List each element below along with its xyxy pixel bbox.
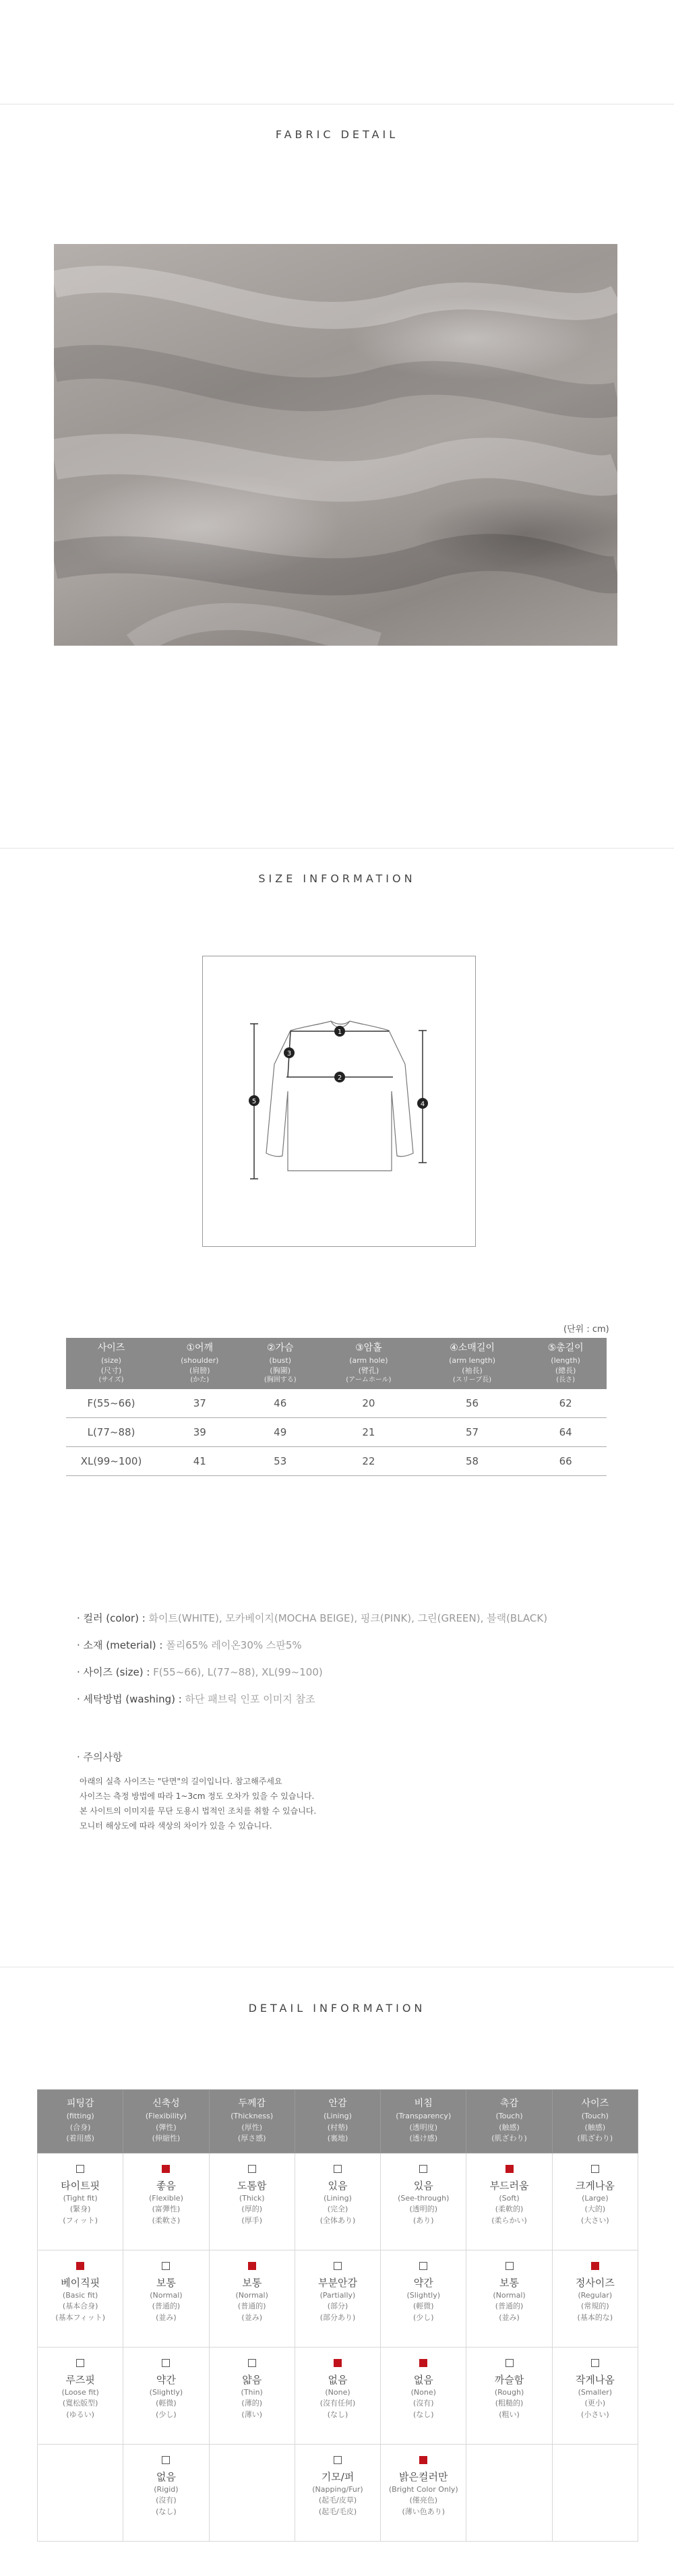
- armhole-header: [317, 1338, 420, 1389]
- detail-option-jp: (更小): [584, 2398, 606, 2408]
- size-table: [66, 1338, 607, 1476]
- detail-option-jp: (基本合身): [62, 2301, 98, 2310]
- detail-option-ko: 없음: [156, 2470, 176, 2483]
- unchecked-box-icon: [162, 2456, 170, 2464]
- detail-option-jp: (沒有): [156, 2495, 177, 2505]
- detail-option-en: (Flexible): [148, 2193, 183, 2203]
- size-header-en: (size): [101, 1355, 121, 1365]
- checked-box-icon: [248, 2262, 256, 2270]
- detail-header-transparency: [381, 2090, 466, 2153]
- detail-option-ko: 부드러움: [489, 2179, 529, 2192]
- detail-option-en: (Rigid): [154, 2484, 179, 2494]
- unchecked-box-icon: [419, 2165, 427, 2173]
- detail-header-flexibility-en: (Flexibility): [145, 2112, 187, 2120]
- detail-option-jp2: (粗い): [499, 2410, 520, 2419]
- detail-option-ko: 좋음: [156, 2179, 176, 2192]
- unchecked-box-icon: [334, 2262, 342, 2270]
- detail-header-touch-ko: 촉감: [500, 2098, 519, 2109]
- detail-option-en: (Normal): [235, 2290, 268, 2300]
- unchecked-box-icon: [419, 2262, 427, 2270]
- detail-header-fitting: [38, 2090, 123, 2153]
- unchecked-box-icon: [334, 2456, 342, 2464]
- checked-box-icon: [591, 2262, 599, 2270]
- detail-option-cell: [38, 2250, 123, 2347]
- bust-header: [243, 1338, 317, 1389]
- size-diagram: [202, 956, 476, 1247]
- checked-box-icon: [334, 2359, 342, 2367]
- length-header-jp: (長さ): [556, 1376, 576, 1384]
- detail-option-jp2: (少し): [156, 2410, 177, 2419]
- detail-option-cell: [466, 2153, 552, 2250]
- detail-option-jp: (常規的): [581, 2301, 609, 2310]
- detail-option-en: (Thick): [239, 2193, 265, 2203]
- detail-option-cell: [295, 2347, 380, 2444]
- shoulder-cell: 37: [156, 1389, 243, 1418]
- checked-box-icon: [419, 2456, 427, 2464]
- detail-option-jp: (厚的): [241, 2204, 262, 2213]
- detail-option-ko: 약간: [156, 2373, 176, 2386]
- detail-option-cell: [381, 2444, 466, 2541]
- detail-header-flexibility-ko: 신축성: [152, 2098, 180, 2109]
- detail-header-lining-en: (Lining): [324, 2112, 352, 2120]
- detail-option-cell: [295, 2444, 380, 2541]
- detail-option-jp2: (小さい): [581, 2410, 609, 2419]
- sleeve-header-jp: (スリーブ長): [452, 1376, 492, 1384]
- length-cell: 64: [524, 1418, 607, 1447]
- detail-option-en: (None): [325, 2387, 350, 2397]
- detail-header-thickness-jp2: (厚さ感): [237, 2134, 266, 2143]
- detail-option-jp2: (少し): [412, 2312, 434, 2322]
- detail-option-jp2: (フィット): [63, 2215, 98, 2225]
- fabric-drape-illustration: [54, 244, 617, 646]
- detail-header-thickness: [209, 2090, 295, 2153]
- detail-option-ko: 보통: [242, 2276, 262, 2289]
- detail-header-touch-jp2: (肌ざわり): [491, 2134, 527, 2143]
- size-header-ko: 사이즈: [97, 1343, 125, 1353]
- detail-option-en: (Tight fit): [63, 2193, 98, 2203]
- detail-header-transparency-jp2: (透け感): [409, 2134, 438, 2143]
- sleeve-cell: 56: [420, 1389, 524, 1418]
- detail-option-en: (Lining): [324, 2193, 352, 2203]
- unchecked-box-icon: [591, 2165, 599, 2173]
- info-material-value: 폴리65% 레이온30% 스판5%: [166, 1639, 302, 1651]
- detail-header-fitting-jp2: (着用感): [66, 2134, 94, 2143]
- info-color-label: · 컬러 (color) :: [77, 1612, 149, 1624]
- unchecked-box-icon: [162, 2359, 170, 2367]
- detail-option-jp: (緊身): [69, 2204, 91, 2213]
- detail-option-en: (None): [410, 2387, 436, 2397]
- detail-option-jp2: (なし): [412, 2410, 434, 2419]
- detail-option-jp: (普通的): [495, 2301, 524, 2310]
- armhole-header-zh: (臂孔): [358, 1366, 379, 1375]
- detail-option-cell: [466, 2250, 552, 2347]
- detail-option-ko: 밝은컬러만: [399, 2470, 448, 2483]
- info-color-value: 화이트(WHITE), 모카베이지(MOCHA BEIGE), 핑크(PINK), 그린(GREEN), 블랙(BLACK): [148, 1612, 548, 1624]
- armhole-header-ko: ③암홀: [355, 1343, 382, 1353]
- detail-header-lining-jp2: (裏地): [327, 2134, 348, 2143]
- detail-option-jp: (寬松版型): [62, 2398, 98, 2408]
- length-cell: 62: [524, 1389, 607, 1418]
- armhole-cell: 20: [317, 1389, 420, 1418]
- detail-header-transparency-jp: (透明度): [409, 2122, 438, 2132]
- detail-option-jp2: (大さい): [581, 2215, 609, 2225]
- bust-header-zh: (胸圍): [270, 1366, 291, 1375]
- detail-option-ko: 없음: [413, 2373, 433, 2386]
- info-size: [77, 1665, 323, 1679]
- size-header-zh: (尺寸): [100, 1366, 122, 1375]
- detail-option-cell: [466, 2347, 552, 2444]
- sleeve-cell: 57: [420, 1418, 524, 1447]
- length-header-zh: (總長): [555, 1366, 576, 1375]
- detail-option-en: (Large): [582, 2193, 609, 2203]
- sweater-diagram-svg: [203, 956, 475, 1246]
- length-header: [524, 1338, 607, 1389]
- fabric-detail-title: FABRIC DETAIL: [275, 128, 399, 141]
- detail-table-row: [38, 2250, 638, 2347]
- caution-line: 사이즈는 측정 방법에 따라 1~3cm 정도 오차가 있을 수 있습니다.: [80, 1791, 315, 1801]
- detail-option-jp: (輕微): [156, 2398, 177, 2408]
- detail-option-jp: (透明的): [409, 2204, 438, 2213]
- detail-header-flexibility: [123, 2090, 209, 2153]
- detail-option-jp: (沒有): [412, 2398, 434, 2408]
- info-material-label: · 소재 (meterial) :: [77, 1639, 166, 1651]
- detail-option-jp: (富彈性): [152, 2204, 181, 2213]
- detail-header-lining-ko: 안감: [328, 2098, 347, 2109]
- caution-line: 본 사이트의 이미지를 무단 도용시 법적인 조치를 취할 수 있습니다.: [80, 1806, 317, 1816]
- detail-table-row: [38, 2444, 638, 2541]
- armhole-cell: 21: [317, 1418, 420, 1447]
- detail-option-en: (Rough): [494, 2387, 524, 2397]
- armhole-header-jp: (アームホール): [346, 1376, 392, 1384]
- detail-option-en: (Normal): [493, 2290, 526, 2300]
- length-cell: 66: [524, 1447, 607, 1476]
- unchecked-box-icon: [248, 2165, 256, 2173]
- detail-option-ko: 보통: [156, 2276, 176, 2289]
- size-table-header-row: [66, 1338, 607, 1389]
- bust-header-en: (bust): [269, 1355, 292, 1365]
- detail-option-jp: (大的): [584, 2204, 606, 2213]
- detail-option-jp: (普通的): [152, 2301, 181, 2310]
- size-cell: F(55~66): [66, 1389, 156, 1418]
- detail-option-ko: 없음: [328, 2373, 348, 2386]
- detail-header-size: [552, 2090, 638, 2153]
- detail-header-transparency-en: (Transparency): [396, 2112, 452, 2120]
- fabric-photo: [54, 244, 617, 646]
- detail-option-cell: [38, 2347, 123, 2444]
- unchecked-box-icon: [162, 2262, 170, 2270]
- marker-shoulder: 1: [337, 1029, 342, 1036]
- detail-option-jp2: (なし): [156, 2507, 177, 2516]
- detail-header-flexibility-jp: (彈性): [156, 2122, 177, 2132]
- shoulder-header-ko: ①어깨: [186, 1343, 214, 1353]
- caution-line: 모니터 해상도에 따라 색상의 차이가 있을 수 있습니다.: [80, 1821, 272, 1831]
- detail-option-jp2: (薄い): [241, 2410, 262, 2419]
- info-material: [77, 1638, 302, 1652]
- table-row: [66, 1389, 607, 1418]
- detail-information-title: DETAIL INFORMATION: [248, 2002, 426, 2015]
- detail-option-en: (Basic fit): [62, 2290, 98, 2300]
- detail-option-jp2: (柔軟さ): [152, 2215, 181, 2225]
- sleeve-header: [420, 1338, 524, 1389]
- armhole-header-en: (arm hole): [349, 1355, 388, 1365]
- detail-option-cell: [123, 2347, 209, 2444]
- detail-option-cell: [38, 2444, 123, 2541]
- detail-header-flexibility-jp2: (伸縮性): [152, 2134, 181, 2143]
- marker-armhole: 3: [286, 1050, 292, 1057]
- detail-header-size-jp2: (肌ざわり): [577, 2134, 613, 2143]
- sleeve-cell: 58: [420, 1447, 524, 1476]
- detail-option-jp: (沒有任何): [319, 2398, 356, 2408]
- detail-option-en: (Thin): [241, 2387, 263, 2397]
- table-row: [66, 1418, 607, 1447]
- length-header-ko: ⑤총길이: [547, 1343, 584, 1353]
- unchecked-box-icon: [506, 2359, 514, 2367]
- detail-option-en: (Loose fit): [61, 2387, 99, 2397]
- marker-length: 5: [251, 1098, 257, 1105]
- detail-option-cell: [209, 2444, 295, 2541]
- detail-table-row: [38, 2347, 638, 2444]
- detail-header-touch: [466, 2090, 552, 2153]
- detail-option-en: (Slightly): [149, 2387, 183, 2397]
- detail-header-thickness-en: (Thickness): [231, 2112, 274, 2120]
- detail-header-lining: [295, 2090, 380, 2153]
- detail-option-jp2: (柔らかい): [491, 2215, 527, 2225]
- detail-option-ko: 보통: [499, 2276, 520, 2289]
- info-size-value: F(55~66), L(77~88), XL(99~100): [153, 1666, 323, 1678]
- detail-option-ko: 베이직핏: [61, 2276, 100, 2289]
- detail-option-en: (Smaller): [578, 2387, 613, 2397]
- bust-cell: 49: [243, 1418, 317, 1447]
- unchecked-box-icon: [248, 2359, 256, 2367]
- detail-option-cell: [209, 2347, 295, 2444]
- detail-header-touch-jp: (触感): [499, 2122, 520, 2132]
- detail-info-table: [37, 2089, 638, 2542]
- size-cell: XL(99~100): [66, 1447, 156, 1476]
- detail-option-jp2: (並み): [156, 2312, 177, 2322]
- size-header: [66, 1338, 156, 1389]
- detail-option-cell: [381, 2250, 466, 2347]
- bust-header-ko: ②가슴: [266, 1343, 294, 1353]
- detail-option-cell: [123, 2153, 209, 2250]
- detail-option-jp: (起毛/皮草): [318, 2495, 357, 2505]
- detail-option-cell: [123, 2444, 209, 2541]
- detail-option-jp2: (ゆるい): [66, 2410, 94, 2419]
- size-cell: L(77~88): [66, 1418, 156, 1447]
- detail-option-jp2: (並み): [499, 2312, 520, 2322]
- divider-size: [0, 848, 674, 849]
- detail-option-ko: 약간: [413, 2276, 433, 2289]
- detail-option-jp2: (厚手): [241, 2215, 262, 2225]
- checked-box-icon: [162, 2165, 170, 2173]
- detail-option-ko: 도톰함: [237, 2179, 267, 2192]
- detail-table-row: [38, 2153, 638, 2250]
- detail-option-ko: 있음: [413, 2179, 433, 2192]
- detail-option-cell: [38, 2153, 123, 2250]
- info-washing-value: 하단 패브릭 인포 이미지 참조: [185, 1693, 315, 1705]
- detail-option-en: (Slightly): [406, 2290, 441, 2300]
- bust-cell: 53: [243, 1447, 317, 1476]
- detail-option-cell: [552, 2153, 638, 2250]
- detail-header-touch-en: (Touch): [495, 2112, 523, 2120]
- detail-option-jp: (輕微): [412, 2301, 434, 2310]
- detail-header-fitting-ko: 피팅감: [66, 2098, 94, 2109]
- detail-option-en: (Bright Color Only): [388, 2484, 458, 2494]
- detail-option-jp2: (なし): [327, 2410, 348, 2419]
- detail-option-jp: (部分): [327, 2301, 348, 2310]
- detail-option-cell: [209, 2153, 295, 2250]
- detail-option-en: (Napping/Fur): [312, 2484, 363, 2494]
- detail-option-ko: 기모/퍼: [321, 2470, 355, 2483]
- detail-option-cell: [295, 2153, 380, 2250]
- detail-header-size-ko: 사이즈: [581, 2098, 609, 2109]
- length-header-en: (length): [551, 1355, 580, 1365]
- info-washing: [77, 1692, 315, 1706]
- detail-option-ko: 있음: [328, 2179, 348, 2192]
- detail-option-cell: [123, 2250, 209, 2347]
- detail-header-fitting-en: (fitting): [66, 2112, 94, 2120]
- shoulder-header-zh: (肩膀): [189, 1366, 210, 1375]
- unit-note: (단위 : cm): [563, 1324, 609, 1335]
- detail-option-jp: (僅亮色): [409, 2495, 438, 2505]
- detail-option-cell: [552, 2250, 638, 2347]
- shoulder-header: [156, 1338, 243, 1389]
- detail-header-fitting-jp: (合身): [69, 2122, 91, 2132]
- detail-option-cell: [381, 2347, 466, 2444]
- table-row: [66, 1447, 607, 1476]
- detail-option-cell: [381, 2153, 466, 2250]
- bust-header-jp: (胸囲する): [264, 1376, 297, 1384]
- info-size-label: · 사이즈 (size) :: [77, 1666, 154, 1678]
- unchecked-box-icon: [591, 2359, 599, 2367]
- detail-option-en: (Normal): [150, 2290, 183, 2300]
- unchecked-box-icon: [506, 2262, 514, 2270]
- unchecked-box-icon: [76, 2165, 84, 2173]
- info-washing-label: · 세탁방법 (washing) :: [77, 1693, 185, 1705]
- marker-bust: 2: [337, 1074, 342, 1082]
- unchecked-box-icon: [334, 2165, 342, 2173]
- detail-header-lining-jp: (村墊): [327, 2122, 348, 2132]
- detail-option-jp: (柔軟的): [495, 2204, 524, 2213]
- detail-option-en: (Soft): [499, 2193, 520, 2203]
- detail-header-size-jp: (触感): [584, 2122, 606, 2132]
- detail-option-jp: (粗糙的): [495, 2398, 524, 2408]
- detail-header-thickness-ko: 두께감: [238, 2098, 266, 2109]
- detail-option-jp: (普通的): [237, 2301, 266, 2310]
- detail-option-jp2: (薄い色あり): [402, 2507, 446, 2516]
- detail-option-jp2: (あり): [412, 2215, 434, 2225]
- detail-table-body: [38, 2153, 638, 2541]
- detail-option-en: (Regular): [578, 2290, 613, 2300]
- detail-option-en: (Partially): [319, 2290, 356, 2300]
- shoulder-cell: 39: [156, 1418, 243, 1447]
- sleeve-header-en: (arm length): [449, 1355, 496, 1365]
- info-color: [77, 1611, 547, 1625]
- detail-option-cell: [552, 2347, 638, 2444]
- detail-option-jp2: (基本フィット): [55, 2312, 105, 2322]
- detail-option-jp: (薄的): [241, 2398, 262, 2408]
- detail-option-jp2: (並み): [241, 2312, 262, 2322]
- marker-sleeve: 4: [420, 1101, 425, 1108]
- armhole-cell: 22: [317, 1447, 420, 1476]
- checked-box-icon: [506, 2165, 514, 2173]
- unchecked-box-icon: [76, 2359, 84, 2367]
- detail-option-ko: 루즈핏: [65, 2373, 95, 2386]
- detail-option-ko: 얇음: [242, 2373, 262, 2386]
- detail-option-jp2: (基本的な): [577, 2312, 613, 2322]
- detail-header-transparency-ko: 비침: [414, 2098, 433, 2109]
- detail-option-jp2: (部分あり): [319, 2312, 356, 2322]
- detail-option-jp: (完全): [327, 2204, 348, 2213]
- detail-option-ko: 크게나옴: [575, 2179, 615, 2192]
- detail-option-ko: 타이트핏: [61, 2179, 100, 2192]
- size-information-title: SIZE INFORMATION: [258, 872, 416, 885]
- sleeve-header-zh: (袖長): [462, 1366, 483, 1375]
- detail-header-size-en: (Touch): [581, 2112, 609, 2120]
- detail-option-jp2: (全体あり): [319, 2215, 356, 2225]
- shoulder-header-en: (shoulder): [181, 1355, 219, 1365]
- size-header-jp: (サイズ): [98, 1376, 124, 1384]
- detail-option-cell: [295, 2250, 380, 2347]
- detail-option-ko: 작게나옴: [575, 2373, 615, 2386]
- caution-line: 아래의 실측 사이즈는 "단면"의 길이입니다. 참고해주세요: [80, 1777, 282, 1786]
- detail-option-en: (See-through): [398, 2193, 450, 2203]
- shoulder-cell: 41: [156, 1447, 243, 1476]
- detail-option-cell: [552, 2444, 638, 2541]
- detail-option-cell: [209, 2250, 295, 2347]
- checked-box-icon: [419, 2359, 427, 2367]
- detail-table-header-row: [38, 2090, 638, 2153]
- detail-option-jp2: (起毛/毛皮): [318, 2507, 357, 2516]
- detail-header-thickness-jp: (厚性): [241, 2122, 262, 2132]
- shoulder-header-jp: (かた): [190, 1376, 210, 1384]
- detail-option-ko: 정사이즈: [575, 2276, 615, 2289]
- detail-option-ko: 부분안감: [318, 2276, 357, 2289]
- sleeve-header-ko: ④소매길이: [450, 1343, 495, 1353]
- checked-box-icon: [76, 2262, 84, 2270]
- bust-cell: 46: [243, 1389, 317, 1418]
- detail-option-ko: 까슬함: [494, 2373, 524, 2386]
- caution-title: · 주의사항: [77, 1751, 123, 1763]
- detail-option-cell: [466, 2444, 552, 2541]
